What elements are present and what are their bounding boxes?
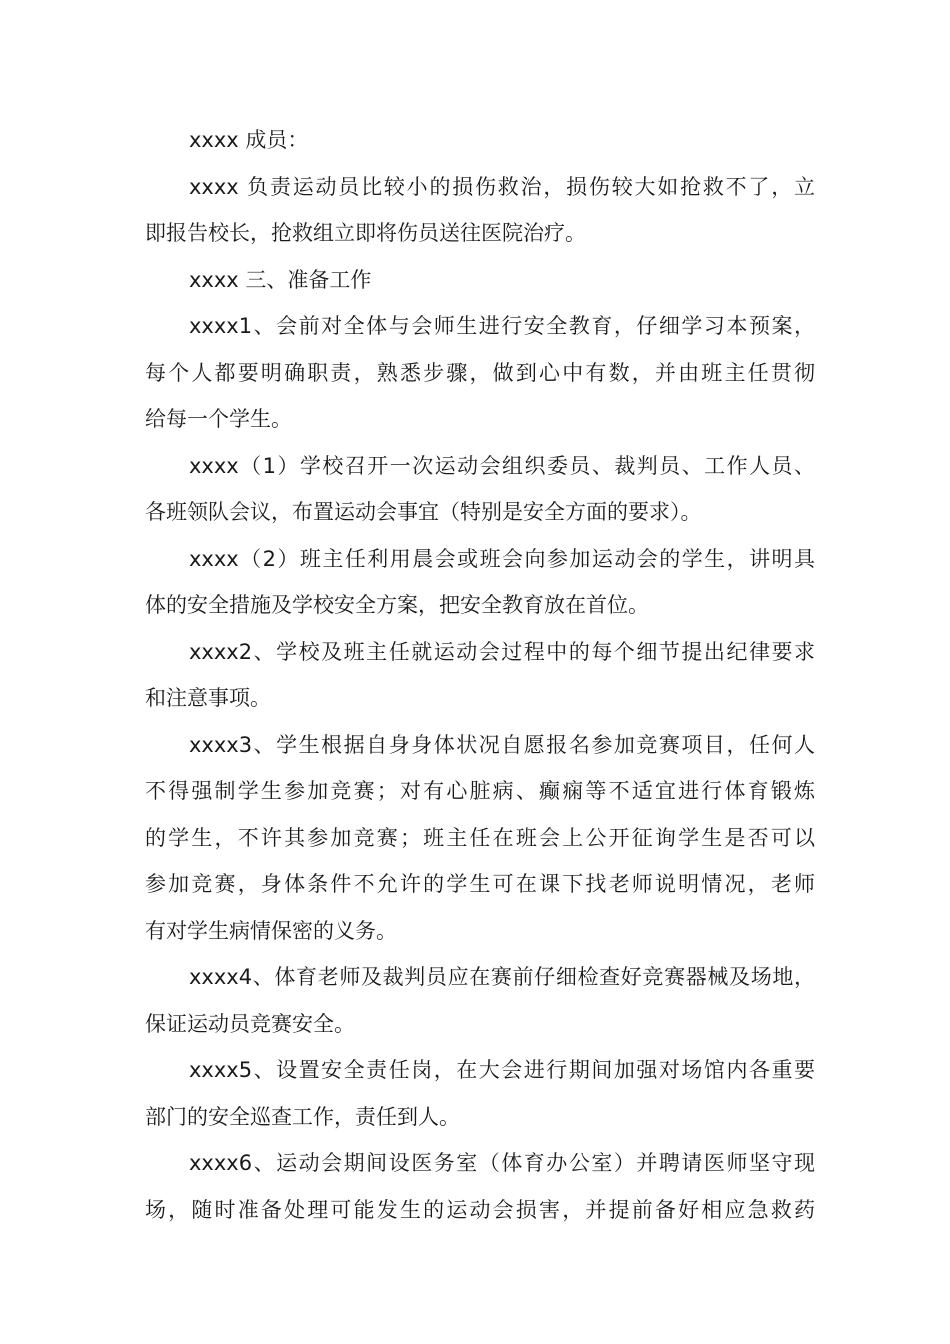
text-line: xxxx3、学生根据自身身体状况自愿报名参加竞赛项目，任何人 bbox=[189, 732, 815, 757]
text-line: 和注意事项。 bbox=[145, 686, 271, 710]
paragraph-item-4 bbox=[145, 954, 815, 1047]
text-line: xxxx 三、准备工作 bbox=[189, 267, 372, 292]
paragraph-item-2 bbox=[145, 629, 815, 722]
paragraph-injury-treatment bbox=[145, 164, 815, 257]
text-line: xxxx 负责运动员比较小的损伤救治，损伤较大如抢救不了，立 bbox=[189, 174, 815, 199]
text-line: 的学生，不许其参加竞赛；班主任在班会上公开征询学生是否可以 bbox=[145, 825, 815, 850]
text-line: 不得强制学生参加竞赛；对有心脏病、癫痫等不适宜进行体育锻炼 bbox=[145, 779, 815, 803]
text-line: 体的安全措施及学校安全方案，把安全教育放在首位。 bbox=[145, 593, 649, 617]
document-body bbox=[145, 117, 815, 1233]
text-line: 部门的安全巡查工作，责任到人。 bbox=[145, 1104, 460, 1129]
text-line: 即报告校长，抢救组立即将伤员送往医院治疗。 bbox=[145, 221, 586, 245]
text-line: 有对学生病情保密的义务。 bbox=[145, 918, 397, 943]
paragraph-item-1-sub-1 bbox=[145, 443, 815, 536]
paragraph-members bbox=[145, 117, 815, 164]
text-line: xxxx1、会前对全体与会师生进行安全教育，仔细学习本预案， bbox=[189, 314, 815, 338]
text-line: 各班领队会议，布置运动会事宜（特别是安全方面的要求）。 bbox=[145, 500, 702, 524]
text-line: xxxx4、体育老师及裁判员应在赛前仔细检查好竞赛器械及场地， bbox=[189, 965, 815, 989]
text-line: xxxx5、设置安全责任岗，在大会进行期间加强对场馆内各重要 bbox=[189, 1058, 815, 1082]
text-line: 给每一个学生。 bbox=[145, 407, 292, 431]
text-line: 每个人都要明确职责，熟悉步骤，做到心中有数，并由班主任贯彻 bbox=[145, 360, 815, 385]
text-line: xxxx6、运动会期间设医务室（体育办公室）并聘请医师坚守现 bbox=[189, 1151, 815, 1175]
text-line: 保证运动员竞赛安全。 bbox=[145, 1011, 355, 1036]
text-line: 参加竞赛，身体条件不允许的学生可在课下找老师说明情况，老师 bbox=[145, 872, 815, 896]
text-line: 场，随时准备处理可能发生的运动会损害，并提前备好相应急救药 bbox=[145, 1197, 815, 1222]
text-line: xxxx 成员： bbox=[189, 128, 309, 152]
paragraph-item-3 bbox=[145, 722, 815, 955]
section-heading-preparation bbox=[145, 257, 815, 304]
text-line: xxxx（1）学校召开一次运动会组织委员、裁判员、工作人员、 bbox=[189, 453, 815, 478]
paragraph-item-1 bbox=[145, 303, 815, 443]
paragraph-item-6 bbox=[145, 1140, 815, 1233]
text-line: xxxx（2）班主任利用晨会或班会向参加运动会的学生，讲明具 bbox=[189, 546, 815, 571]
text-line: xxxx2、学校及班主任就运动会过程中的每个细节提出纪律要求 bbox=[189, 639, 815, 664]
paragraph-item-1-sub-2 bbox=[145, 536, 815, 629]
paragraph-item-5 bbox=[145, 1047, 815, 1140]
